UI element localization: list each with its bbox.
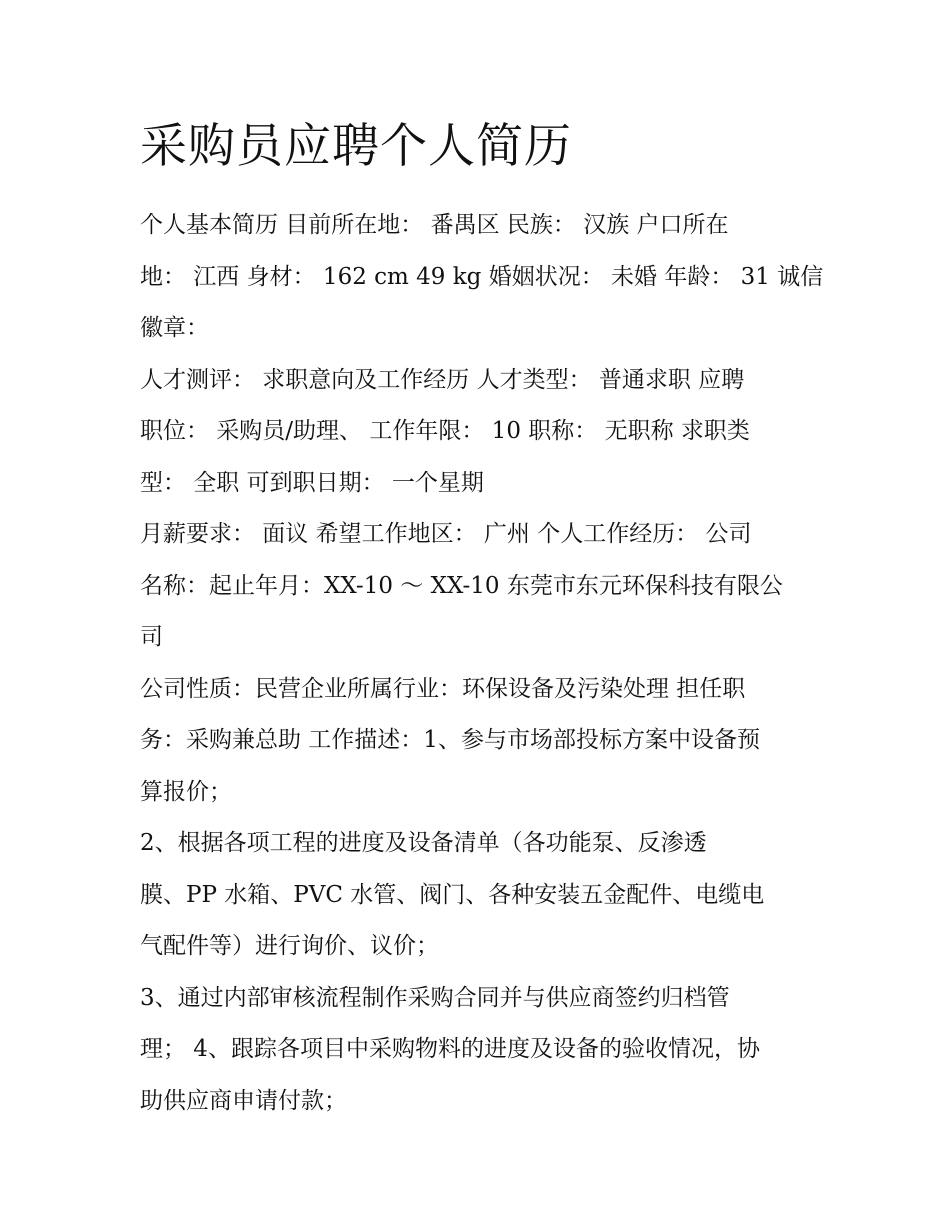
text-line: 助供应商申请付款； xyxy=(140,1087,347,1114)
text-line: 3、通过内部审核流程制作采购合同并与供应商签约归档管 xyxy=(140,984,730,1011)
text-line: 型： 全职 可到职日期： 一个星期 xyxy=(140,469,484,496)
document-body xyxy=(140,200,824,1127)
paragraph-duty-2 xyxy=(140,818,820,973)
text-line: 2、根据各项工程的进度及设备清单（各功能泵、反渗透 xyxy=(140,830,707,856)
text-line: 算报价； xyxy=(140,778,232,805)
paragraph-company-info xyxy=(140,664,820,819)
paragraph-job-intention xyxy=(140,355,820,510)
paragraph-salary-and-experience xyxy=(140,509,820,664)
text-line: 月薪要求： 面议 希望工作地区： 广州 个人工作经历： 公司 xyxy=(140,521,752,547)
text-line: 公司性质：民营企业所属行业：环保设备及污染处理 担任职 xyxy=(140,675,746,702)
text-line: 地： 江西 身材： 162 cm 49 kg 婚姻状况： 未婚 年龄： 31 诚信 xyxy=(140,263,824,290)
paragraph-basic-info xyxy=(140,200,824,355)
text-line: 人才测评： 求职意向及工作经历 人才类型： 普通求职 应聘 xyxy=(140,366,745,393)
text-line: 司 xyxy=(140,624,163,650)
document-page xyxy=(140,112,824,1127)
text-line: 气配件等）进行询价、议价； xyxy=(140,933,439,959)
text-line: 徽章： xyxy=(140,315,209,341)
text-line: 个人基本简历 目前所在地： 番禺区 民族： 汉族 户口所在 xyxy=(140,212,729,238)
text-line: 务：采购兼总助 工作描述：1、参与市场部投标方案中设备预 xyxy=(140,727,760,753)
text-line: 名称：起止年月：XX-10 ～ XX-10 东莞市东元环保科技有限公 xyxy=(140,572,783,599)
text-line: 职位： 采购员/助理、 工作年限： 10 职称： 无职称 求职类 xyxy=(140,418,750,444)
text-line: 膜、PP 水箱、PVC 水管、阀门、各种安装五金配件、电缆电 xyxy=(140,881,765,908)
paragraph-duty-3-4 xyxy=(140,973,820,1128)
document-title: 采购员应聘个人简历 xyxy=(140,119,572,174)
text-line: 理； 4、跟踪各项目中采购物料的进度及设备的验收情况，协 xyxy=(140,1036,760,1062)
